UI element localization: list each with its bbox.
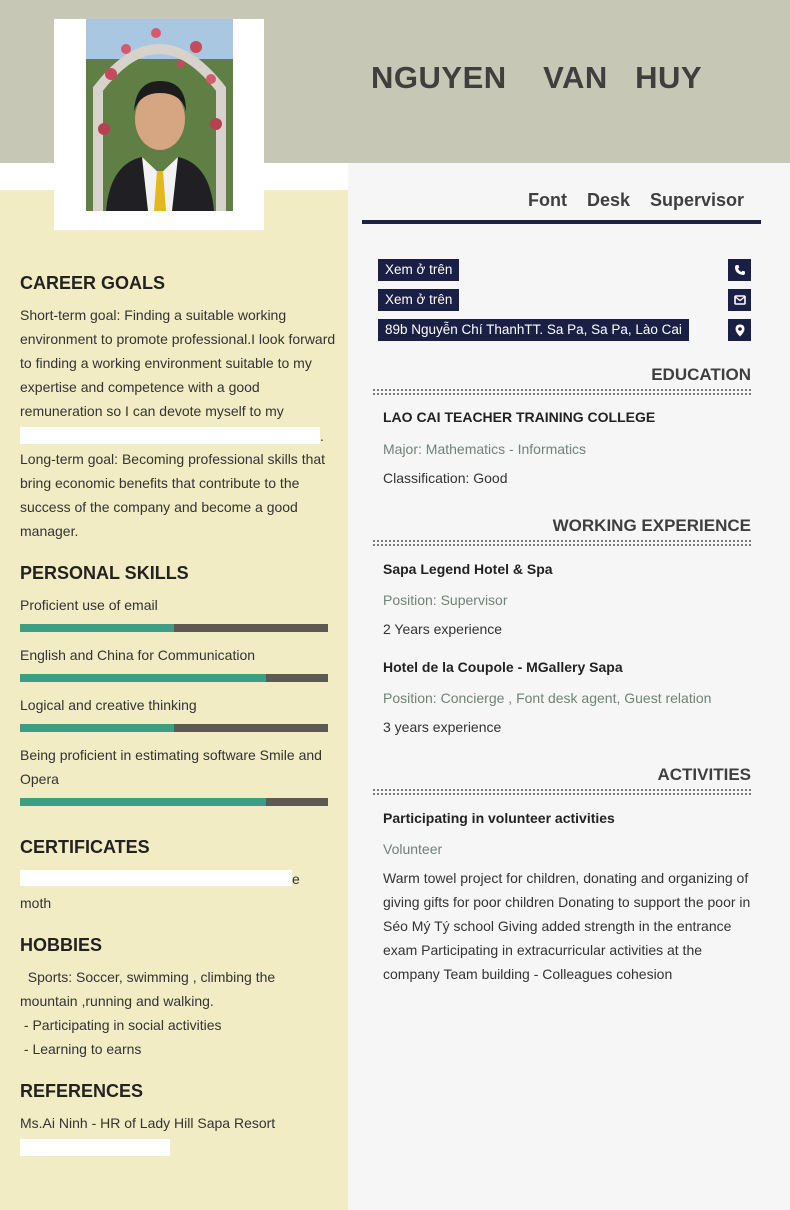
skill-label: Being proficient in estimating software Smile and Opera — [20, 747, 322, 787]
education-divider — [373, 389, 751, 395]
career-goals-heading: CAREER GOALS — [20, 273, 166, 293]
job-company: Sapa Legend Hotel & Spa — [383, 561, 553, 577]
skill-label: Logical and creative thinking — [20, 697, 197, 713]
skill-bar-fill — [20, 724, 174, 732]
hobbies-heading: HOBBIES — [20, 935, 103, 955]
certificate-line: moth — [20, 895, 52, 911]
skill-bar — [20, 798, 328, 806]
experience-heading: WORKING EXPERIENCE — [552, 516, 751, 535]
job-position: Position: Supervisor — [383, 592, 508, 608]
job-company: Hotel de la Coupole - MGallery Sapa — [383, 659, 623, 675]
contact-email: Xem ở trên — [378, 289, 459, 311]
skill-bar — [20, 724, 328, 732]
short-term-goal: Short-term goal: Finding a suitable working environment to promote professional.I look forward to finding a working environment suitable to my expertise and competence with a good remuneration so I can devote myself to my — [20, 307, 336, 419]
skill-bar-fill — [20, 674, 266, 682]
hobby-line: Sports: Soccer, swimming , climbing the — [20, 969, 276, 985]
skills-heading: PERSONAL SKILLS — [20, 563, 189, 583]
title-divider — [362, 220, 761, 224]
education-classification: Classification: Good — [383, 470, 508, 486]
experience-divider — [373, 540, 751, 546]
redacted-block — [20, 870, 292, 886]
hobby-line: - Learning to earns — [20, 1041, 142, 1057]
redacted-block — [20, 1139, 170, 1156]
job-duration: 3 years experience — [383, 719, 502, 735]
skill-bar — [20, 674, 328, 682]
education-heading: EDUCATION — [651, 365, 751, 384]
activities-divider — [373, 789, 751, 795]
references-heading: REFERENCES — [20, 1081, 144, 1101]
contact-address: 89b Nguyễn Chí ThanhTT. Sa Pa, Sa Pa, Lào Cai — [378, 319, 689, 341]
phone-icon — [728, 259, 751, 281]
hobby-line: - Participating in social activities — [20, 1017, 222, 1033]
activities-heading: ACTIVITIES — [657, 765, 751, 784]
photo-frame — [54, 19, 264, 230]
job-duration: 2 Years experience — [383, 621, 503, 637]
job-position: Position: Concierge , Font desk agent, Guest relation — [383, 690, 712, 706]
skill-bar — [20, 624, 328, 632]
location-pin-icon — [728, 319, 751, 341]
reference-line: Ms.Ai Ninh - HR of Lady Hill Sapa Resort — [20, 1115, 276, 1131]
long-term-goal: Long-term goal: Becoming professional skills that bring economic benefits that contribute to the success of the company and become a good manager. — [20, 451, 326, 539]
short-term-goal-end: . — [320, 428, 324, 444]
hobby-line: mountain ,running and walking. — [20, 993, 214, 1009]
activity-description: Warm towel project for children, donating and organizing of giving gifts for poor children Donating to support the poor in Séo Mý Tý school Giving added strength in the entrance exam Participating in extracurricular activities at the company Team building - Colleagues cohesion — [383, 870, 751, 982]
skill-bar-fill — [20, 624, 174, 632]
certificates-heading: CERTIFICATES — [20, 837, 150, 857]
education-school: LAO CAI TEACHER TRAINING COLLEGE — [383, 409, 656, 425]
skill-label: Proficient use of email — [20, 597, 158, 613]
education-major: Major: Mathematics - Informatics — [383, 441, 587, 457]
candidate-name: NGUYEN VAN HUY — [371, 60, 703, 95]
contact-phone: Xem ở trên — [378, 259, 459, 281]
activity-name: Participating in volunteer activities — [383, 810, 615, 826]
email-icon — [728, 289, 751, 311]
profile-photo — [86, 19, 233, 211]
skill-label: English and China for Communication — [20, 647, 256, 663]
skill-bar-fill — [20, 798, 266, 806]
certificate-tail: e — [292, 871, 300, 887]
redacted-block — [20, 427, 320, 444]
activity-role: Volunteer — [383, 841, 443, 857]
job-title: Font Desk Supervisor — [528, 190, 745, 210]
